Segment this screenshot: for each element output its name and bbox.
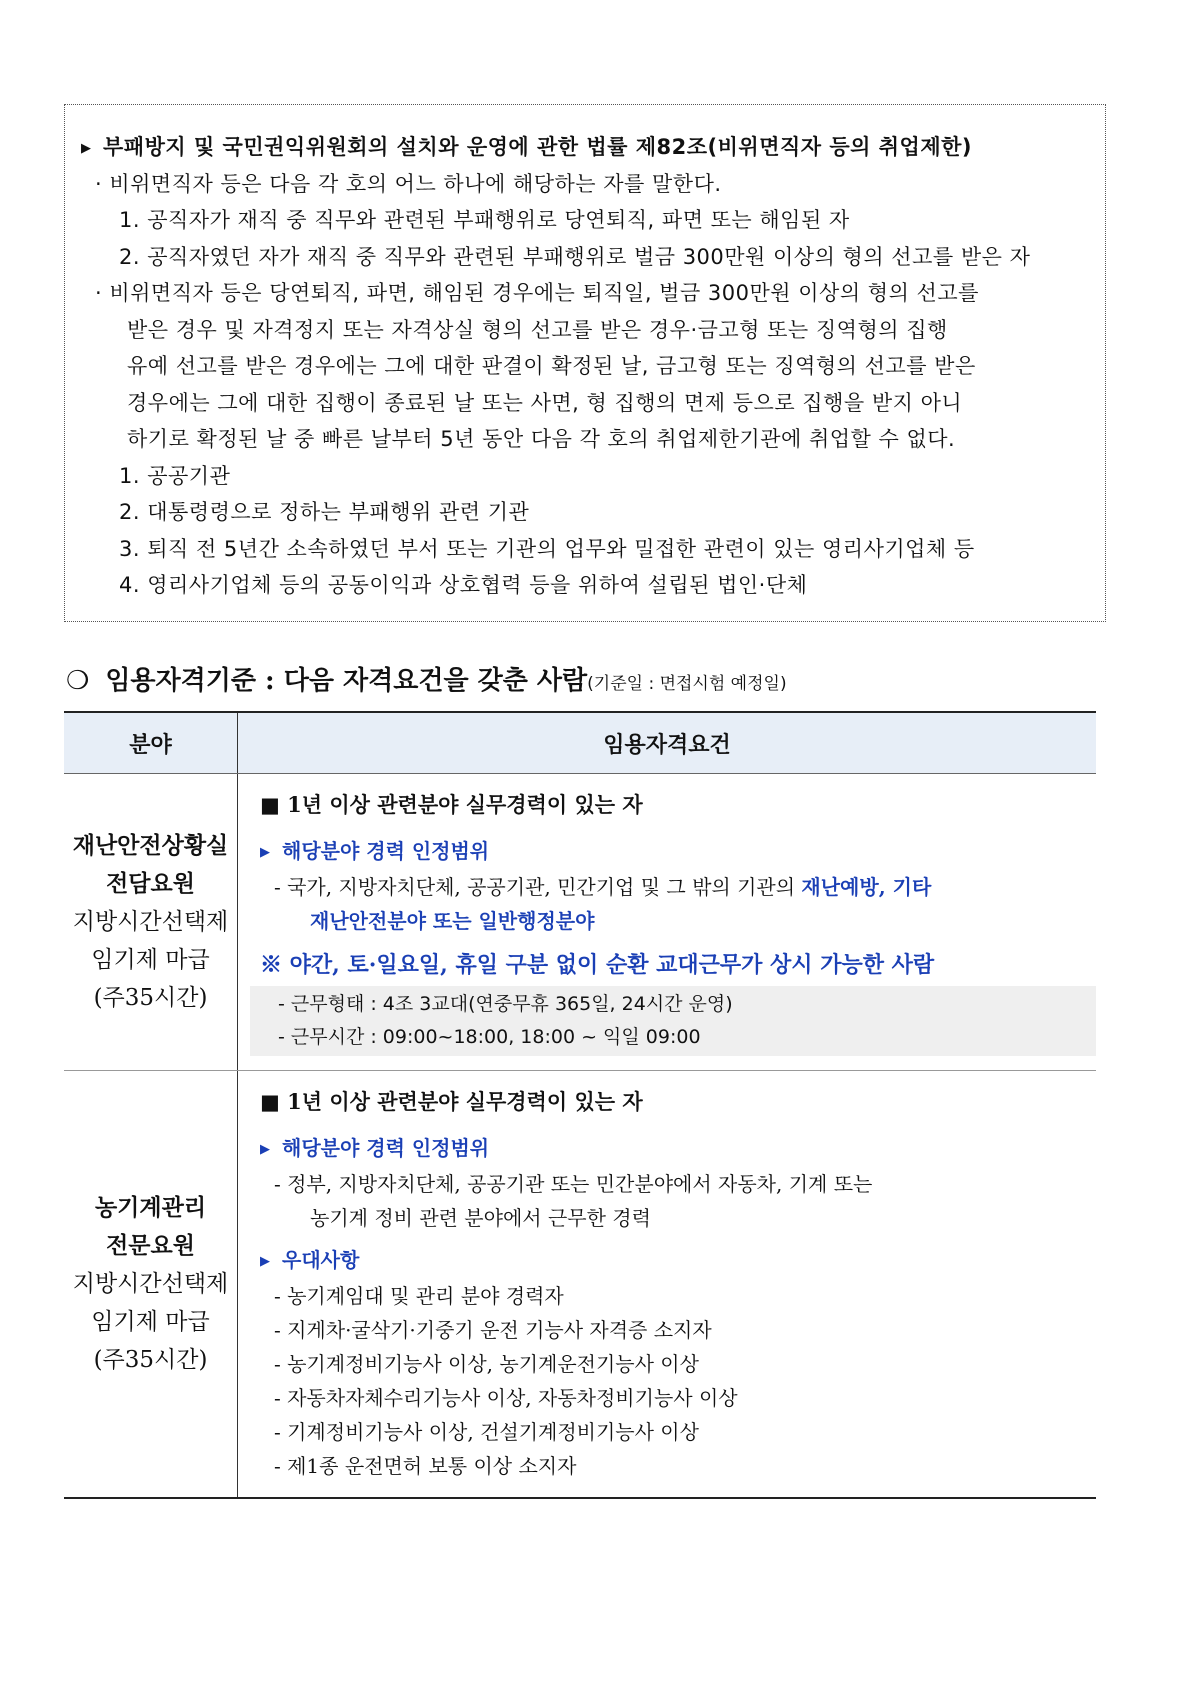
notice-line: 4. 영리사기업체 등의 공동이익과 상호협력 등을 위하여 설립된 법인·단체 bbox=[119, 573, 808, 597]
notice-line: 하기로 확정된 날 중 빠른 날부터 5년 동안 다음 각 호의 취업제한기관에 취업할 수 없다. bbox=[127, 427, 956, 451]
work-type: - 근무형태 : 4조 3교대(연중무휴 365일, 24시간 운영) bbox=[278, 993, 733, 1015]
notice-line: · 비위면직자 등은 다음 각 호의 어느 하나에 해당하는 자를 말한다. bbox=[95, 171, 722, 196]
notice-line: 경우에는 그에 대한 집행이 종료된 날 또는 사면, 형 집행의 면제 등으로 집행을 받지 아니 bbox=[127, 390, 963, 415]
notice-line: 3. 퇴직 전 5년간 소속하였던 부서 또는 기관의 업무와 밀접한 관련이 있는 영리사기업체 등 bbox=[119, 536, 975, 561]
triangle-bullet-icon: ▶ bbox=[260, 1142, 270, 1157]
notice-line: 2. 대통령령으로 정하는 부패행위 관련 기관 bbox=[119, 500, 530, 524]
table-row bbox=[64, 1071, 1096, 1499]
field-cell: 농기계관리 전문요원 지방시간선택제 임기제 마급 (주35시간) bbox=[64, 1071, 238, 1499]
heading-text: 임용자격기준 : 다음 자격요건을 갖춘 사람 bbox=[105, 666, 588, 696]
notice-line: · 비위면직자 등은 당연퇴직, 파면, 해임된 경우에는 퇴직일, 벌금 300만원 이상의 형의 선고를 bbox=[95, 281, 979, 305]
preference-item: - 농기계임대 및 관리 분야 경력자 bbox=[274, 1284, 564, 1308]
range-line: 농기계 정비 관련 분야에서 근무한 경력 bbox=[310, 1206, 651, 1230]
notice-line: 받은 경우 및 자격정지 또는 자격상실 형의 선고를 받은 경우·금고형 또는 징역형의 집행 bbox=[127, 317, 948, 342]
requirements-cell bbox=[238, 1071, 1097, 1499]
preference-item: - 기계정비기능사 이상, 건설기계정비기능사 이상 bbox=[274, 1420, 699, 1444]
star-note: ※ 야간, 토·일요일, 휴일 구분 없이 순환 교대근무가 상시 가능한 사람 bbox=[260, 952, 935, 978]
notice-line: 2. 공직자였던 자가 재직 중 직무와 관련된 부패행위로 벌금 300만원 이상의 형의 선고를 받은 자 bbox=[119, 244, 1031, 269]
sub-title: ▶ 해당분야 경력 인정범위 bbox=[260, 834, 1096, 870]
triangle-bullet-icon: ▶ bbox=[81, 141, 92, 156]
header-field: 분야 bbox=[64, 712, 238, 774]
heading-note: (기준일 : 면접시험 예정일) bbox=[587, 674, 787, 694]
table-row bbox=[64, 774, 1096, 1071]
main-requirement: ■ 1년 이상 관련분야 실무경력이 있는 자 bbox=[260, 792, 643, 817]
requirements-cell bbox=[238, 774, 1097, 1071]
notice-line: 유예 선고를 받은 경우에는 그에 대한 판결이 확정된 날, 금고형 또는 징역형의 선고를 받은 bbox=[127, 354, 976, 378]
range-line: - 정부, 지방자치단체, 공공기관 또는 민간분야에서 자동차, 기계 또는 bbox=[274, 1172, 873, 1196]
preference-item: - 제1종 운전면허 보통 이상 소지자 bbox=[274, 1454, 577, 1478]
notice-title: ▶ 부패방지 및 국민권익위원회의 설치와 운영에 관한 법률 제82조(비위면직자 등의 취업제한) bbox=[81, 129, 1097, 166]
notice-line: 1. 공공기관 bbox=[119, 463, 231, 488]
header-requirements: 임용자격요건 bbox=[238, 712, 1097, 774]
requirements-table bbox=[64, 711, 1096, 1499]
notice-line: 1. 공직자가 재직 중 직무와 관련된 부패행위로 당연퇴직, 파면 또는 해임된 자 bbox=[119, 208, 850, 232]
preference-item: - 농기계정비기능사 이상, 농기계운전기능사 이상 bbox=[274, 1352, 699, 1376]
range-line: 재난안전분야 또는 일반행정분야 bbox=[310, 909, 595, 933]
triangle-bullet-icon: ▶ bbox=[260, 845, 270, 860]
circle-bullet-icon: ❍ bbox=[66, 666, 90, 696]
sub-title: ▶ 해당분야 경력 인정범위 bbox=[260, 1131, 1096, 1167]
notice-box bbox=[64, 104, 1106, 622]
preference-item: - 지게차·굴삭기·기중기 운전 기능사 자격증 소지자 bbox=[274, 1318, 712, 1342]
range-line: - 국가, 지방자치단체, 공공기관, 민간기업 및 그 밖의 기관의 재난예방, 기타 bbox=[274, 875, 932, 899]
preference-title: ▶ 우대사항 bbox=[260, 1243, 1096, 1279]
main-requirement: ■ 1년 이상 관련분야 실무경력이 있는 자 bbox=[260, 1089, 643, 1114]
work-info-box bbox=[250, 986, 1096, 1056]
preference-item: - 자동차자체수리기능사 이상, 자동차정비기능사 이상 bbox=[274, 1386, 738, 1410]
field-cell: 재난안전상황실 전담요원 지방시간선택제 임기제 마급 (주35시간) bbox=[64, 774, 238, 1071]
table-header-row bbox=[64, 712, 1096, 774]
work-hours: - 근무시간 : 09:00~18:00, 18:00 ~ 익일 09:00 bbox=[278, 1026, 701, 1048]
section-heading bbox=[66, 660, 787, 697]
triangle-bullet-icon: ▶ bbox=[260, 1254, 270, 1269]
